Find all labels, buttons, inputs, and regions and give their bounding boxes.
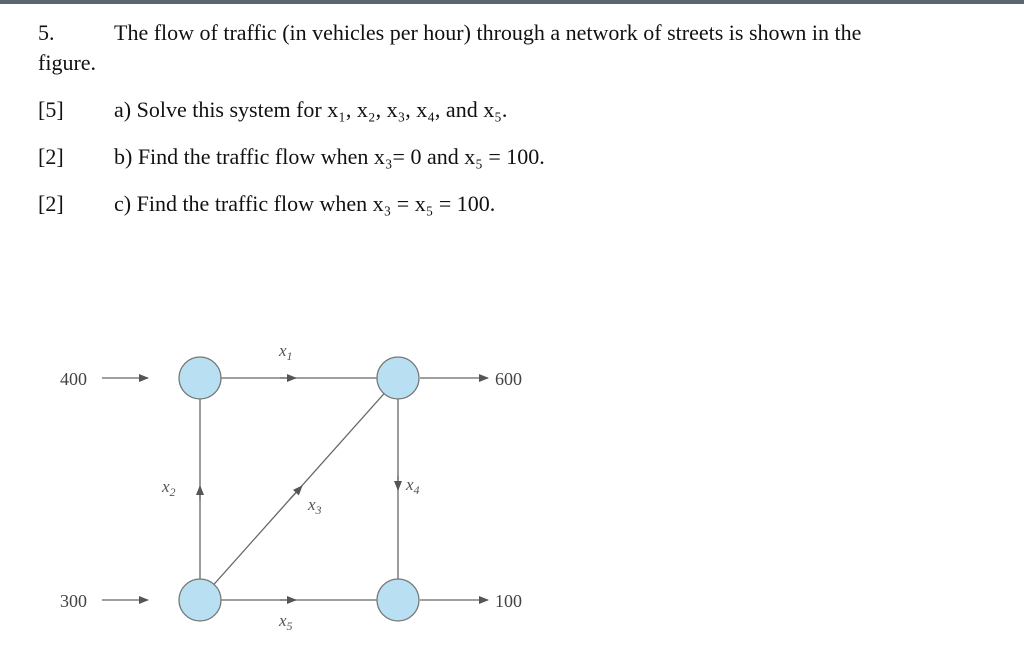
part-a-marks: [5] [38,97,64,122]
label-x2 [161,477,176,499]
label-x4-var: x [406,475,414,494]
node-bottom-right [377,579,419,621]
part-c-marks: [2] [38,191,64,216]
label-x5-var: x [279,611,287,630]
label-x5-sub: 5 [286,619,293,633]
problem-number: 5. [38,20,55,45]
part-c-text: c) Find the traffic flow when x₃ = x₅ = 100. [114,191,496,216]
label-x3-sub: 3 [315,503,322,517]
label-x4 [405,475,420,497]
traffic-network-figure [40,330,560,640]
label-x4-sub: 4 [413,483,420,497]
problem-text-line2: figure. [38,50,97,75]
label-x5 [278,611,293,633]
node-top-left [179,357,221,399]
top-border [0,0,1024,4]
problem-text-line1: The flow of traffic (in vehicles per hour) through a network of streets is shown in the [114,20,862,45]
part-a-text: a) Solve this system for x₁, x₂, x₃, x₄, and x₅. [114,97,508,122]
inflow-top-label: 400 [60,369,87,389]
label-x1 [278,341,293,363]
outflow-bottom-label: 100 [495,591,522,611]
label-x1-var: x [279,341,287,360]
outflow-top-label: 600 [495,369,522,389]
part-b [38,142,545,172]
label-x2-var: x [162,477,170,496]
node-top-right [377,357,419,399]
node-bottom-left [179,579,221,621]
part-b-text: b) Find the traffic flow when x₃= 0 and x₅ = 100. [114,144,545,169]
problem-statement [38,18,861,48]
label-x3-var: x [308,495,316,514]
part-b-marks: [2] [38,144,64,169]
label-x2-sub: 2 [169,485,176,499]
edge-x3-arrow [290,486,302,499]
label-x3 [307,495,322,517]
inflow-bottom-label: 300 [60,591,87,611]
part-a [38,95,507,125]
label-x1-sub: 1 [286,349,293,363]
part-c [38,189,495,219]
